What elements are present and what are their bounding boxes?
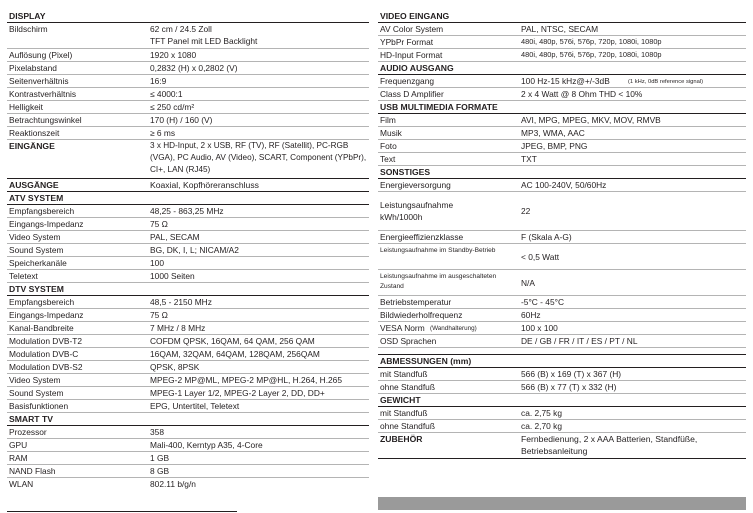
footer-gray-bar: [378, 497, 746, 510]
spec-label: Leistungsaufnahme im ausgeschalteten Zustand: [380, 273, 497, 290]
spec-label: Speicherkanäle: [9, 258, 67, 268]
section-header-smart-tv: [7, 413, 369, 426]
spec-label: Teletext: [9, 271, 38, 281]
spec-row-eingangs-impedanz: [7, 309, 369, 322]
spec-label: EINGÄNGE: [9, 141, 55, 151]
spec-value: 100 Hz-15 kHz@+/-3dB: [521, 76, 610, 86]
spec-row-modulation-dvb-c: [7, 348, 369, 361]
spec-value: 1 GB: [150, 453, 170, 463]
spec-value: 62 cm / 24.5 Zoll: [150, 24, 212, 34]
spec-label: mit Standfuß: [380, 408, 428, 418]
spec-row-hd-input-format: [378, 49, 746, 62]
spec-value: ≤ 4000:1: [150, 89, 183, 99]
spec-label: ohne Standfuß: [380, 382, 435, 392]
spec-row-ohne-standfu: [378, 420, 746, 433]
spec-label: Sound System: [9, 388, 64, 398]
spec-label: OSD Sprachen: [380, 336, 437, 346]
spec-label: WLAN: [9, 479, 34, 489]
spec-row-teletext: [7, 270, 369, 283]
spec-value: 0,2832 (H) x 0,2802 (V): [150, 63, 238, 73]
spec-value: AVI, MPG, MPEG, MKV, MOV, RMVB: [521, 115, 661, 125]
spec-row-prozessor: [7, 426, 369, 439]
spec-label: VIDEO EINGANG: [380, 11, 450, 21]
spec-label: Betriebstemperatur: [380, 297, 452, 307]
section-header-video-eingang: [378, 10, 746, 23]
spec-label: AUDIO AUSGANG: [380, 63, 454, 73]
spec-label: HD-Input Format: [380, 50, 443, 60]
spec-row-eingangs-impedanz: [7, 218, 369, 231]
spec-value: F (Skala A-G): [521, 232, 572, 242]
spec-value: ≤ 250 cd/m²: [150, 102, 195, 112]
spec-value-line2: TFT Panel mit LED Backlight: [150, 36, 258, 46]
spec-value: 8 GB: [150, 466, 170, 476]
spec-label: GEWICHT: [380, 395, 421, 405]
section-header-einga-nge: [7, 140, 369, 179]
spec-row-av-color-system: [378, 23, 746, 36]
spec-row-gpu: [7, 439, 369, 452]
section-header-abmessungen-mm: [378, 355, 746, 368]
section-header-usb-multimedia-formate: [378, 101, 746, 114]
spec-label: VESA Norm: [380, 323, 425, 333]
spec-row-modulation-dvb-s2: [7, 361, 369, 374]
spec-label: Prozessor: [9, 427, 47, 437]
spec-value: 566 (B) x 77 (T) x 332 (H): [521, 382, 617, 392]
spec-row-betriebstemperatur: [378, 296, 746, 309]
spec-row-video-system: [7, 231, 369, 244]
spec-value: 480i, 480p, 576i, 576p, 720p, 1080i, 1080p: [521, 50, 662, 59]
spec-label: Frequenzgang: [380, 76, 435, 86]
spec-label: Video System: [9, 375, 61, 385]
spec-row-reaktionszeit: [7, 127, 369, 140]
spec-value: 358: [150, 427, 164, 437]
spec-value: -5°C - 45°C: [521, 297, 564, 307]
spec-label: Betrachtungswinkel: [9, 115, 82, 125]
spec-row-seitenverha-ltnis: [7, 75, 369, 88]
spec-value: 480i, 480p, 576i, 576p, 720p, 1080i, 1080p: [521, 37, 662, 46]
spec-label: Video System: [9, 232, 61, 242]
spec-value: 48,25 - 863,25 MHz: [150, 206, 224, 216]
spec-row-ram: [7, 452, 369, 465]
section-header-audio-ausgang: [378, 62, 746, 75]
spec-label: Film: [380, 115, 396, 125]
spec-value: N/A: [521, 278, 535, 288]
spec-label: Basisfunktionen: [9, 401, 69, 411]
spec-value: BG, DK, I, L; NICAM/A2: [150, 245, 239, 255]
spec-value: Fernbedienung, 2 x AAA Batterien, Standfüße, Betriebsanleitung: [521, 434, 698, 456]
spec-value: 1000 Seiten: [150, 271, 195, 281]
spec-row-helligkeit: [7, 101, 369, 114]
spec-label: YPbPr Format: [380, 37, 434, 47]
spec-row-basisfunktionen: [7, 400, 369, 413]
right-spec-column: [378, 10, 746, 459]
spec-value: 3 x HD-Input, 2 x USB, RF (TV), RF (Satellit), PC-RGB (VGA), PC Audio, AV (Video), SCART, Component (YPbPr), CI+, LAN (RJ45): [150, 141, 367, 174]
spec-value: JPEG, BMP, PNG: [521, 141, 588, 151]
spec-label: Musik: [380, 128, 402, 138]
spec-row-bildwiederholfrequenz: [378, 309, 746, 322]
spec-label: AUSGÄNGE: [9, 180, 59, 190]
spec-label: USB MULTIMEDIA FORMATE: [380, 102, 498, 112]
spec-value: PAL, SECAM: [150, 232, 200, 242]
spec-label: mit Standfuß: [380, 369, 428, 379]
spec-value: MPEG-1 Layer 1/2, MPEG-2 Layer 2, DD, DD+: [150, 388, 325, 398]
spec-value: 170 (H) / 160 (V): [150, 115, 213, 125]
section-header-sonstiges: [378, 166, 746, 179]
spec-value: < 0,5 Watt: [521, 252, 560, 262]
spec-label: ohne Standfuß: [380, 421, 435, 431]
spec-label: Kontrastverhältnis: [9, 89, 77, 99]
spec-value: Koaxial, Kopfhöreranschluss: [150, 180, 259, 190]
spec-label: Eingangs-Impedanz: [9, 310, 84, 320]
spec-label: Energieeffizienzklasse: [380, 232, 464, 242]
spec-label: RAM: [9, 453, 28, 463]
spec-label: Helligkeit: [9, 102, 43, 112]
spec-value: 802.11 b/g/n: [150, 479, 196, 489]
spec-value: ca. 2,75 kg: [521, 408, 562, 418]
spec-label: ABMESSUNGEN (mm): [380, 356, 472, 366]
spec-value-note: (1 kHz, 0dB reference signal): [628, 79, 704, 85]
spec-label: Auflösung (Pixel): [9, 50, 73, 60]
spec-value: 16:9: [150, 76, 167, 86]
spec-row-auflo-sung-pixel: [7, 49, 369, 62]
spec-value: TXT: [521, 154, 537, 164]
spec-label: DISPLAY: [9, 11, 46, 21]
spec-row-film: [378, 114, 746, 127]
section-header-display: [7, 10, 369, 23]
spec-row-leistungsaufnahme-kwh-1000h: [378, 192, 746, 231]
spec-value: 60Hz: [521, 310, 541, 320]
spec-value: 22: [521, 206, 531, 216]
spec-label: Class D Amplifier: [380, 89, 444, 99]
spec-row-empfangsbereich: [7, 296, 369, 309]
spec-row-musik: [378, 127, 746, 140]
spec-row-speicherkana-le: [7, 257, 369, 270]
spec-value: 566 (B) x 169 (T) x 367 (H): [521, 369, 622, 379]
spec-row-ohne-standfu: [378, 381, 746, 394]
spec-value: Mali-400, Kerntyp A35, 4-Core: [150, 440, 263, 450]
spec-row-modulation-dvb-t2: [7, 335, 369, 348]
spec-label: SMART TV: [9, 414, 53, 424]
spec-row-class-d-amplifier: [378, 88, 746, 101]
spec-row-leistungsaufnahme-im-ausgeschalteten-zustand: [378, 270, 746, 296]
spec-label: Modulation DVB-C: [9, 349, 79, 359]
spec-label: Bildwiederholfrequenz: [380, 310, 463, 320]
spec-label: Kanal-Bandbreite: [9, 323, 74, 333]
spec-row-mit-standfu: [378, 407, 746, 420]
spec-row-kanal-bandbreite: [7, 322, 369, 335]
spec-row-bildschirm: [7, 23, 369, 49]
spec-value: ca. 2,70 kg: [521, 421, 562, 431]
footer-rule: [7, 511, 237, 512]
spec-label: AV Color System: [380, 24, 444, 34]
spec-label: Empfangsbereich: [9, 206, 75, 216]
spec-row-sound-system: [7, 387, 369, 400]
spec-value: EPG, Untertitel, Teletext: [150, 401, 240, 411]
spec-row-kontrastverha-ltnis: [7, 88, 369, 101]
spec-label: Text: [380, 154, 396, 164]
spec-value: 2 x 4 Watt @ 8 Ohm THD < 10%: [521, 89, 643, 99]
spec-value: 16QAM, 32QAM, 64QAM, 128QAM, 256QAM: [150, 349, 320, 359]
spec-value: ≥ 6 ms: [150, 128, 176, 138]
spec-value: 7 MHz / 8 MHz: [150, 323, 206, 333]
spec-value: PAL, NTSC, SECAM: [521, 24, 599, 34]
spec-label: Eingangs-Impedanz: [9, 219, 84, 229]
spec-value: 48,5 - 2150 MHz: [150, 297, 212, 307]
spec-value: COFDM QPSK, 16QAM, 64 QAM, 256 QAM: [150, 336, 315, 346]
spec-value: 1920 x 1080: [150, 50, 197, 60]
spec-row-energieversorgung: [378, 179, 746, 192]
spec-value: 75 Ω: [150, 219, 168, 229]
spec-row-sound-system: [7, 244, 369, 257]
spec-label: ATV SYSTEM: [9, 193, 64, 203]
section-spacer: [378, 348, 746, 355]
spec-value: 100 x 100: [521, 323, 558, 333]
spec-label-note: (Wandhalterung): [430, 325, 477, 332]
spec-row-wlan: [7, 478, 369, 491]
section-header-dtv-system: [7, 283, 369, 296]
section-header-ausga-nge: [7, 179, 369, 192]
spec-value: DE / GB / FR / IT / ES / PT / NL: [521, 336, 638, 346]
spec-row-osd-sprachen: [378, 335, 746, 348]
spec-label: Foto: [380, 141, 397, 151]
spec-value: QPSK, 8PSK: [150, 362, 200, 372]
spec-value: 100: [150, 258, 164, 268]
spec-label: Bildschirm: [9, 24, 48, 34]
spec-label: SONSTIGES: [380, 167, 431, 177]
spec-value: MPEG-2 MP@ML, MPEG-2 MP@HL, H.264, H.265: [150, 375, 342, 385]
spec-row-foto: [378, 140, 746, 153]
spec-row-text: [378, 153, 746, 166]
spec-row-pixelabstand: [7, 62, 369, 75]
spec-row-mit-standfu: [378, 368, 746, 381]
spec-row-betrachtungswinkel: [7, 114, 369, 127]
spec-label: Leistungsaufnahme im Standby-Betrieb: [380, 247, 496, 254]
spec-row-video-system: [7, 374, 369, 387]
spec-row-empfangsbereich: [7, 205, 369, 218]
spec-label: Reaktionszeit: [9, 128, 60, 138]
spec-label: Sound System: [9, 245, 64, 255]
spec-row-frequenzgang: [378, 75, 746, 88]
section-header-atv-system: [7, 192, 369, 205]
spec-label: Seitenverhältnis: [9, 76, 69, 86]
section-header-zubeho-r: [378, 433, 746, 459]
section-header-gewicht: [378, 394, 746, 407]
spec-label: ZUBEHÖR: [380, 434, 423, 444]
spec-row-leistungsaufnahme-im-standby-betrieb: [378, 244, 746, 270]
spec-label: Modulation DVB-S2: [9, 362, 83, 372]
spec-value: AC 100-240V, 50/60Hz: [521, 180, 607, 190]
spec-label: Leistungsaufnahme kWh/1000h: [380, 200, 454, 222]
spec-row-energieeffizienzklasse: [378, 231, 746, 244]
spec-value: MP3, WMA, AAC: [521, 128, 585, 138]
spec-label: DTV SYSTEM: [9, 284, 64, 294]
spec-row-nand-flash: [7, 465, 369, 478]
spec-label: Empfangsbereich: [9, 297, 75, 307]
spec-label: GPU: [9, 440, 28, 450]
spec-label: Modulation DVB-T2: [9, 336, 83, 346]
spec-label: Pixelabstand: [9, 63, 57, 73]
spec-row-ypbpr-format: [378, 36, 746, 49]
spec-label: Energieversorgung: [380, 180, 451, 190]
spec-value: 75 Ω: [150, 310, 168, 320]
spec-row-vesa-norm: [378, 322, 746, 335]
left-spec-column: [7, 10, 369, 491]
spec-label: NAND Flash: [9, 466, 56, 476]
